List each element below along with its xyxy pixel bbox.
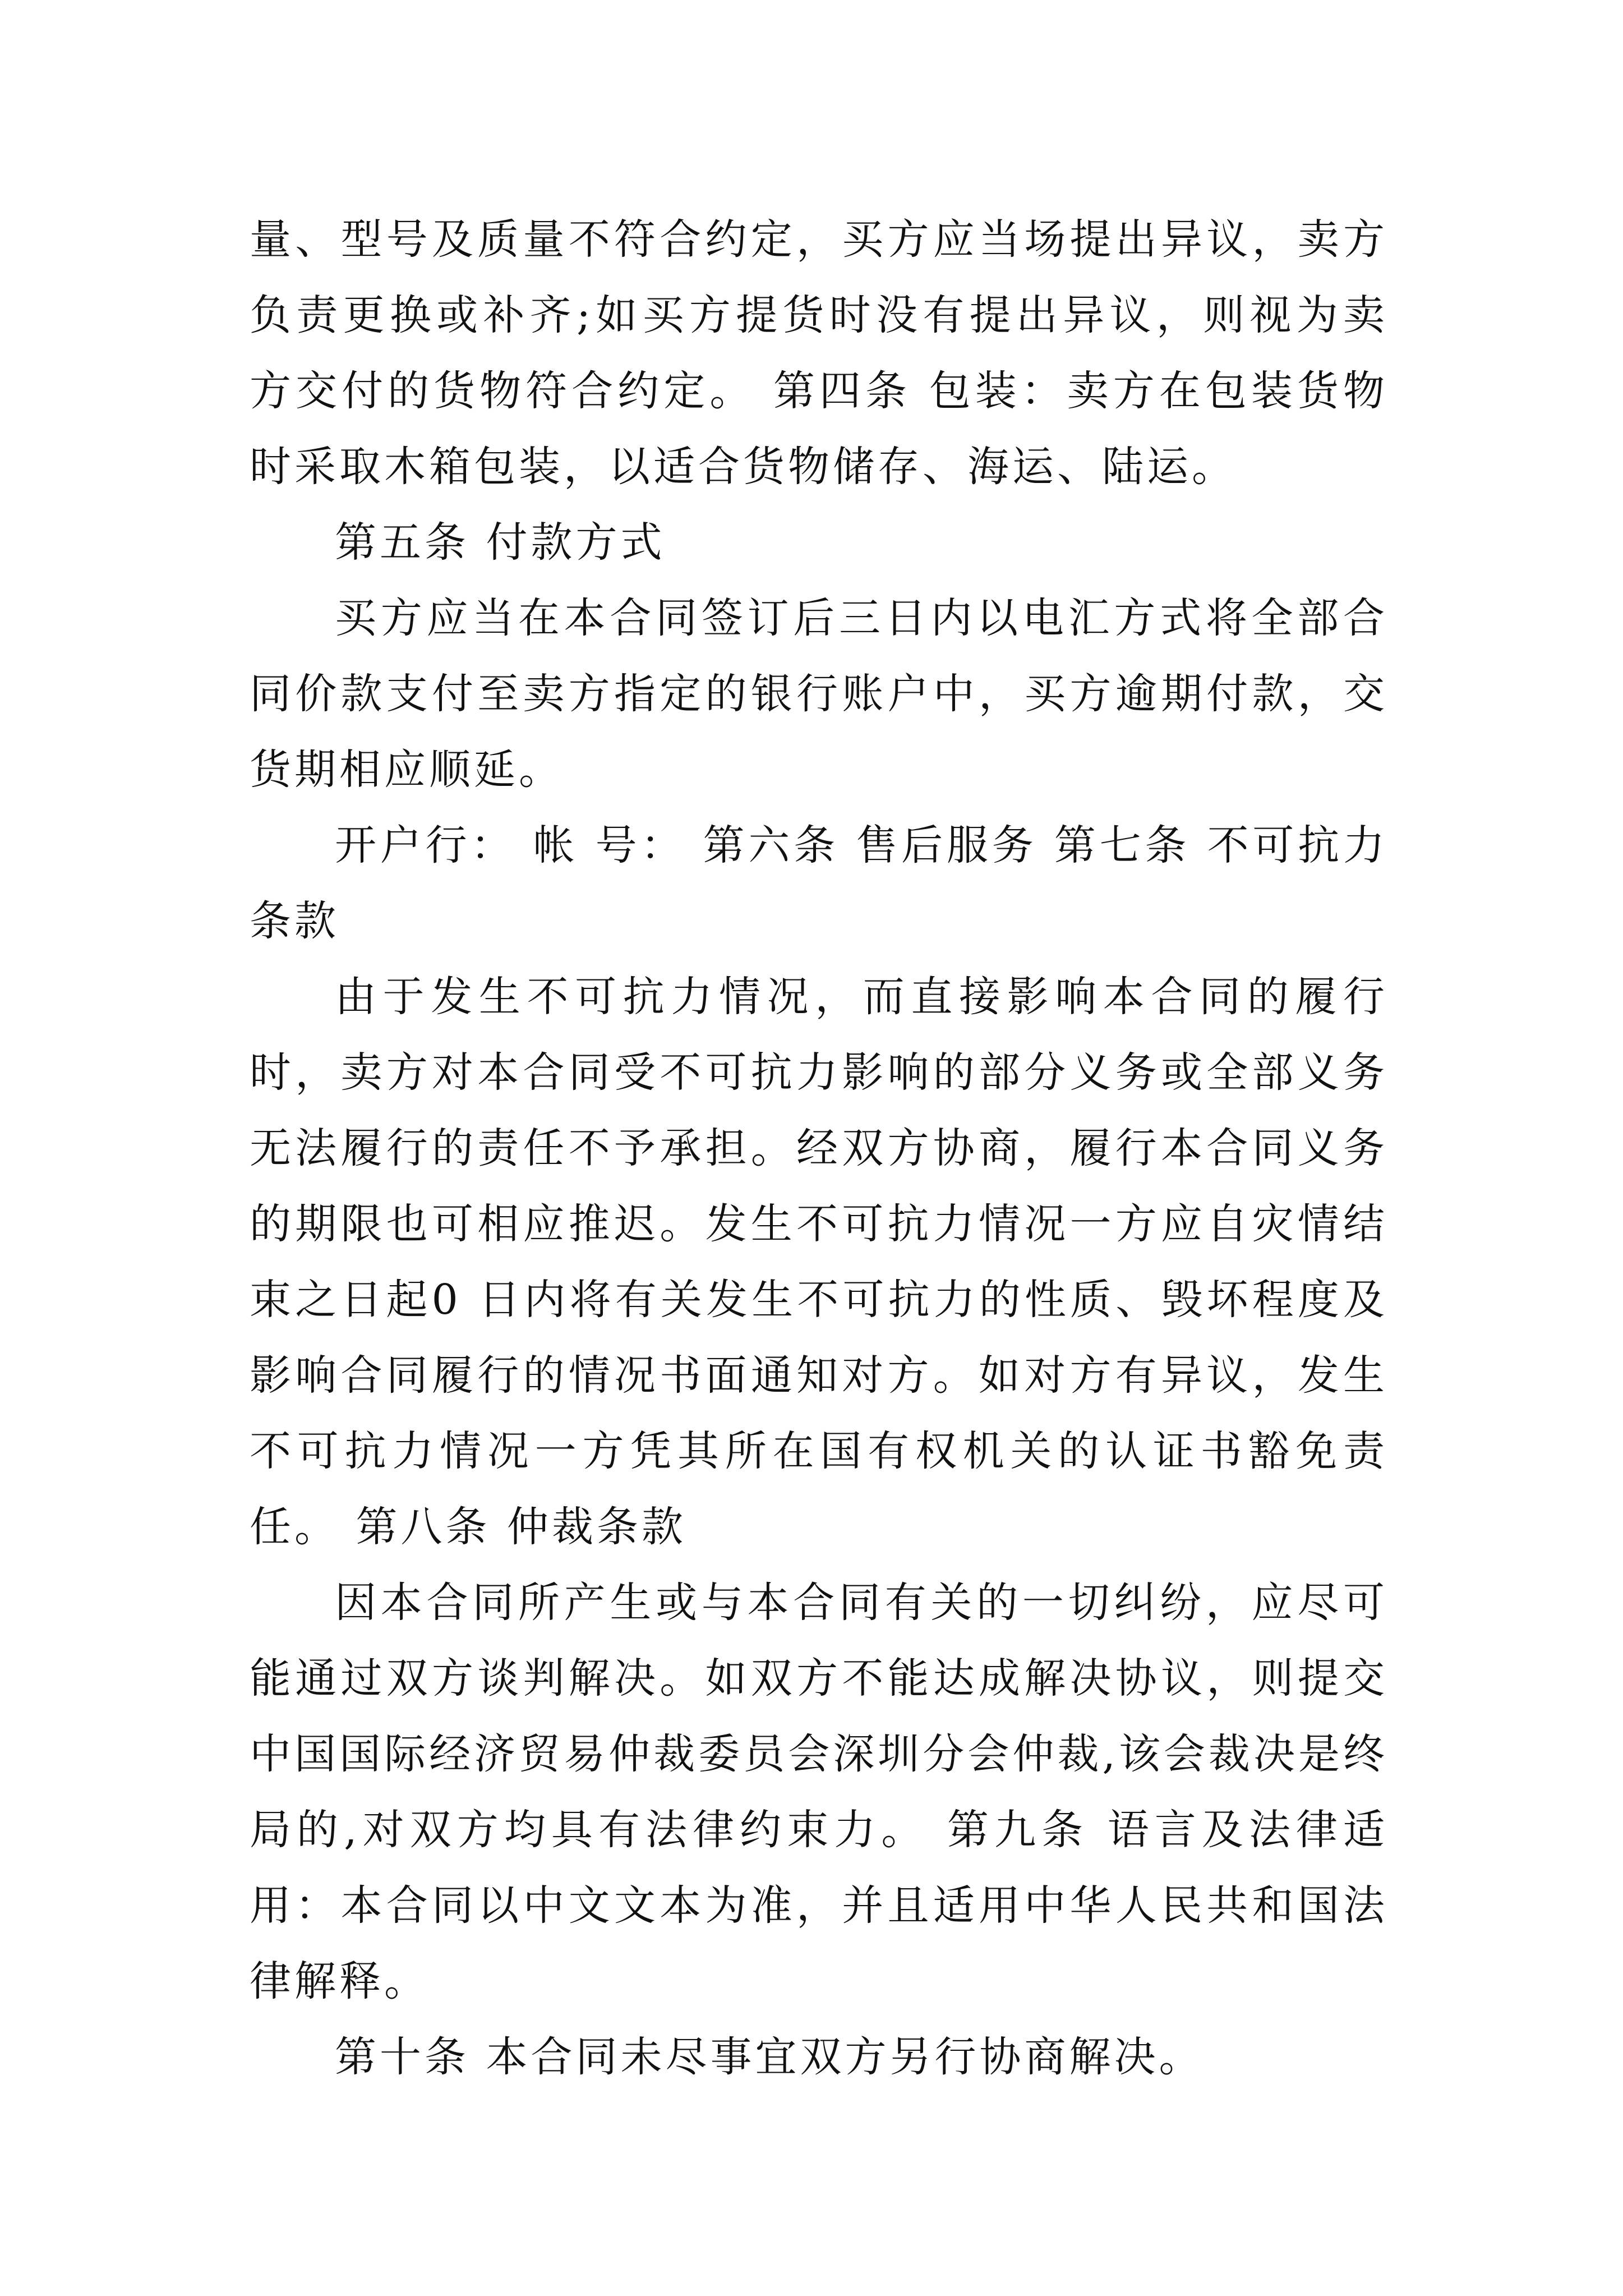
- paragraph-arbitration: 因本合同所产生或与本合同有关的一切纠纷，应尽可能通过双方谈判解决。如双方不能达成解决协议，则提交中国国际经济贸易仲裁委员会深圳分会仲裁,该会裁决是终局的,对双方均具有法律约束力。 第九条 语言及法律适用：本合同以中文文本为准，并且适用中华人民共和国法律解释。: [250, 1579, 1388, 2005]
- paragraph-quality-packaging: 量、型号及质量不符合约定，买方应当场提出异议，卖方负责更换或补齐;如买方提货时没有提出异议，则视为卖方交付的货物符合约定。 第四条 包装：卖方在包装货物时采取木箱包装，以适合货物储存、海运、陆运。: [250, 215, 1388, 491]
- paragraph-article-5-heading: 第五条 付款方式: [335, 518, 666, 567]
- paragraph-payment-terms: 买方应当在本合同签订后三日内以电汇方式将全部合同价款支付至卖方指定的银行账户中，买方逾期付款，交货期相应顺延。: [250, 594, 1388, 794]
- contract-body: [250, 202, 1388, 2095]
- paragraph-force-majeure: 由于发生不可抗力情况，而直接影响本合同的履行时，卖方对本合同受不可抗力影响的部分义务或全部义务无法履行的责任不予承担。经双方协商，履行本合同义务的期限也可相应推迟。发生不可抗力情况一方应自灾情结束之日起0 日内将有关发生不可抗力的性质、毁坏程度及影响合同履行的情况书面通知对方。如对方有异议，发生不可抗力情况一方凭其所在国有权机关的认证书豁免责任。 第八条 仲裁条款: [250, 973, 1388, 1551]
- paragraph-article-10: 第十条 本合同未尽事宜双方另行协商解决。: [335, 2033, 1204, 2081]
- paragraph-bank-account: 开户行： 帐 号： 第六条 售后服务 第七条 不可抗力条款: [250, 821, 1388, 945]
